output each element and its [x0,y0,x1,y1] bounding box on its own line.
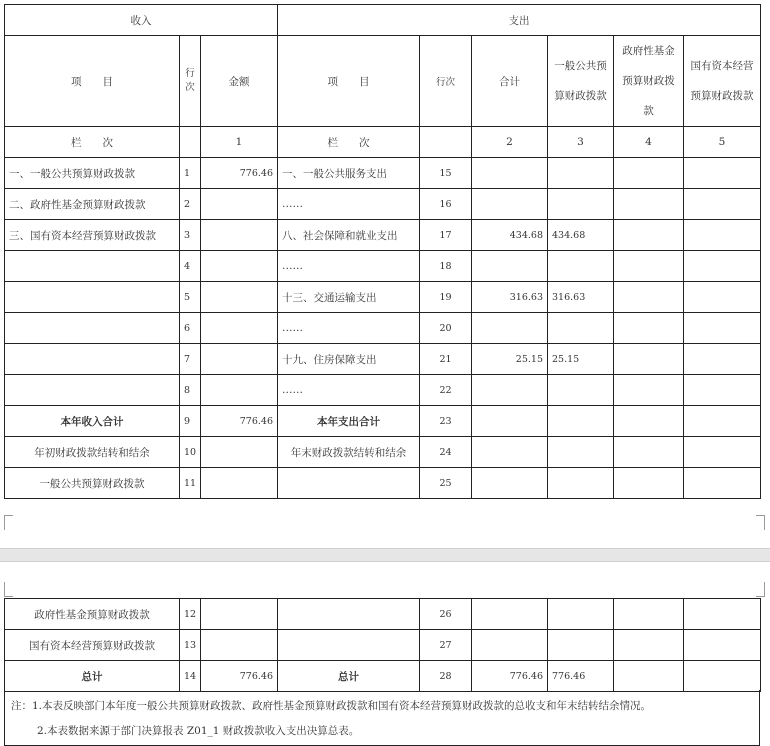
expense-item-cell [278,630,420,661]
income-row-no-cell: 3 [180,220,201,251]
col-number-4: 4 [614,127,684,158]
table-row [5,468,761,499]
note-line-2: 2.本表数据来源于部门决算报表 Z01_1 财政拨款收入支出决算总表。 [37,725,360,737]
fund-budget-cell [614,437,684,468]
income-item-cell: 三、国有资本经营预算财政拨款 [5,220,180,251]
note-line-1: 注：1.本表反映部门本年度一般公共预算财政拨款、政府性基金预算财政拨款和国有资本经营预算财政拨款的总收支和年末结转结余情况。 [11,700,652,712]
income-item-cell: 年初财政拨款结转和结余 [5,437,180,468]
expense-item-cell: 年末财政拨款结转和结余 [278,437,420,468]
fund-budget-cell [614,220,684,251]
income-amount-cell [201,282,278,313]
income-item-cell [5,282,180,313]
total-cell [472,630,548,661]
empty-cell [180,127,201,158]
income-row-no-cell: 1 [180,158,201,189]
fund-budget-cell [614,468,684,499]
expense-row-no-header: 行次 [420,36,472,127]
income-row-no-cell: 8 [180,375,201,406]
income-item-cell: 一、一般公共预算财政拨款 [5,158,180,189]
income-item-cell: 国有资本经营预算财政拨款 [5,630,180,661]
expense-item-cell: 十九、住房保障支出 [278,344,420,375]
income-item-cell: 一般公共预算财政拨款 [5,468,180,499]
income-row-no-cell: 5 [180,282,201,313]
lanci-label: 栏 次 [5,127,180,158]
expense-row-no-cell: 25 [420,468,472,499]
income-amount-cell [201,630,278,661]
general-budget-cell: 25.15 [548,344,614,375]
expense-header: 支出 [278,5,761,36]
crop-mark [4,515,13,530]
fund-budget-cell [614,661,684,692]
income-item-cell [5,313,180,344]
income-item-cell [5,344,180,375]
income-amount-cell [201,375,278,406]
state-capital-cell [684,158,761,189]
income-amount-cell: 776.46 [201,158,278,189]
total-cell [472,313,548,344]
state-capital-cell [684,375,761,406]
table-row [5,158,761,189]
income-amount-cell [201,189,278,220]
general-budget-cell [548,251,614,282]
total-cell: 434.68 [472,220,548,251]
amount-header: 金额 [201,36,278,127]
income-amount-cell [201,313,278,344]
income-item-cell: 本年收入合计 [5,406,180,437]
col-number-5: 5 [684,127,761,158]
income-row-no-header: 行 次 [180,36,201,127]
expense-row-no-cell: 20 [420,313,472,344]
income-item-cell: 政府性基金预算财政拨款 [5,599,180,630]
income-row-no-cell: 10 [180,437,201,468]
table-row [5,599,761,630]
expense-row-no-cell: 22 [420,375,472,406]
total-cell [472,158,548,189]
table-row [5,661,761,692]
table-row [5,251,761,282]
table-notes [4,690,760,746]
income-row-no-cell: 4 [180,251,201,282]
expense-item-cell: …… [278,189,420,220]
income-amount-cell: 776.46 [201,661,278,692]
table-row [5,189,761,220]
state-capital-cell [684,406,761,437]
general-budget-cell [548,599,614,630]
fund-budget-cell [614,282,684,313]
expense-item-cell: 十三、交通运输支出 [278,282,420,313]
fund-budget-cell [614,599,684,630]
general-budget-cell [548,375,614,406]
state-capital-cell [684,468,761,499]
fund-budget-cell [614,406,684,437]
income-item-cell: 总计 [5,661,180,692]
income-row-no-cell: 6 [180,313,201,344]
crop-mark [756,582,765,597]
expense-row-no-cell: 24 [420,437,472,468]
general-budget-cell [548,313,614,344]
total-cell [472,189,548,220]
income-amount-cell [201,251,278,282]
income-item-cell [5,251,180,282]
expense-item-cell: …… [278,251,420,282]
income-amount-cell: 776.46 [201,406,278,437]
fund-budget-cell [614,158,684,189]
expense-item-cell [278,599,420,630]
fund-budget-cell [614,189,684,220]
empty-cell [420,127,472,158]
expense-row-no-cell: 26 [420,599,472,630]
expense-item-cell: 一、一般公共服务支出 [278,158,420,189]
crop-mark [4,582,13,597]
expense-row-no-cell: 19 [420,282,472,313]
expense-row-no-cell: 16 [420,189,472,220]
expense-row-no-cell: 15 [420,158,472,189]
income-item-cell [5,375,180,406]
expense-row-no-cell: 21 [420,344,472,375]
table-row [5,437,761,468]
general-budget-cell [548,468,614,499]
fund-budget-cell [614,344,684,375]
general-budget-cell [548,158,614,189]
state-capital-cell [684,661,761,692]
col-number-1: 1 [201,127,278,158]
fund-budget-header: 政府性基金预算财政拨款 [614,36,684,127]
page-break-gap [0,548,770,562]
income-row-no-cell: 13 [180,630,201,661]
income-row-no-cell: 11 [180,468,201,499]
expense-item-cell: …… [278,313,420,344]
total-cell [472,251,548,282]
table-row [5,375,761,406]
fund-budget-cell [614,375,684,406]
income-header: 收入 [5,5,278,36]
income-amount-cell [201,437,278,468]
state-capital-cell [684,313,761,344]
expense-item-cell [278,468,420,499]
table-row [5,344,761,375]
lanci-label: 栏 次 [278,127,420,158]
expense-row-no-cell: 28 [420,661,472,692]
fund-budget-cell [614,630,684,661]
fund-budget-cell [614,251,684,282]
state-capital-cell [684,599,761,630]
state-capital-cell [684,189,761,220]
state-capital-cell [684,282,761,313]
expense-row-no-cell: 23 [420,406,472,437]
state-capital-header: 国有资本经营预算财政拨款 [684,36,761,127]
total-cell [472,599,548,630]
state-capital-cell [684,437,761,468]
income-row-no-cell: 2 [180,189,201,220]
income-item-cell: 二、政府性基金预算财政拨款 [5,189,180,220]
total-cell [472,468,548,499]
expense-item-cell: 本年支出合计 [278,406,420,437]
expense-item-cell: …… [278,375,420,406]
table-row [5,282,761,313]
expense-item-cell: 八、社会保障和就业支出 [278,220,420,251]
fund-budget-cell [614,313,684,344]
general-budget-header: 一般公共预算财政拨款 [548,36,614,127]
income-amount-cell [201,220,278,251]
total-cell [472,375,548,406]
expense-item-cell: 总计 [278,661,420,692]
income-row-no-cell: 12 [180,599,201,630]
state-capital-cell [684,630,761,661]
income-row-no-cell: 7 [180,344,201,375]
state-capital-cell [684,220,761,251]
table-row [5,406,761,437]
col-number-3: 3 [548,127,614,158]
general-budget-cell [548,406,614,437]
expense-row-no-cell: 18 [420,251,472,282]
total-cell [472,437,548,468]
total-cell: 316.63 [472,282,548,313]
col-number-2: 2 [472,127,548,158]
general-budget-cell [548,189,614,220]
general-budget-cell [548,437,614,468]
expense-item-header: 项 目 [278,36,420,127]
total-cell: 25.15 [472,344,548,375]
general-budget-cell: 434.68 [548,220,614,251]
total-header: 合计 [472,36,548,127]
table-row [5,630,761,661]
state-capital-cell [684,251,761,282]
income-row-no-cell: 9 [180,406,201,437]
expense-row-no-cell: 27 [420,630,472,661]
general-budget-cell [548,630,614,661]
total-cell [472,406,548,437]
general-budget-cell: 316.63 [548,282,614,313]
total-cell: 776.46 [472,661,548,692]
income-amount-cell [201,468,278,499]
income-amount-cell [201,599,278,630]
income-row-no-cell: 14 [180,661,201,692]
expense-row-no-cell: 17 [420,220,472,251]
state-capital-cell [684,344,761,375]
table-row [5,313,761,344]
appropriation-table-part2 [4,598,761,692]
appropriation-table-part1 [4,4,761,499]
crop-mark [756,515,765,530]
income-amount-cell [201,344,278,375]
general-budget-cell: 776.46 [548,661,614,692]
income-item-header: 项 目 [5,36,180,127]
table-row [5,220,761,251]
